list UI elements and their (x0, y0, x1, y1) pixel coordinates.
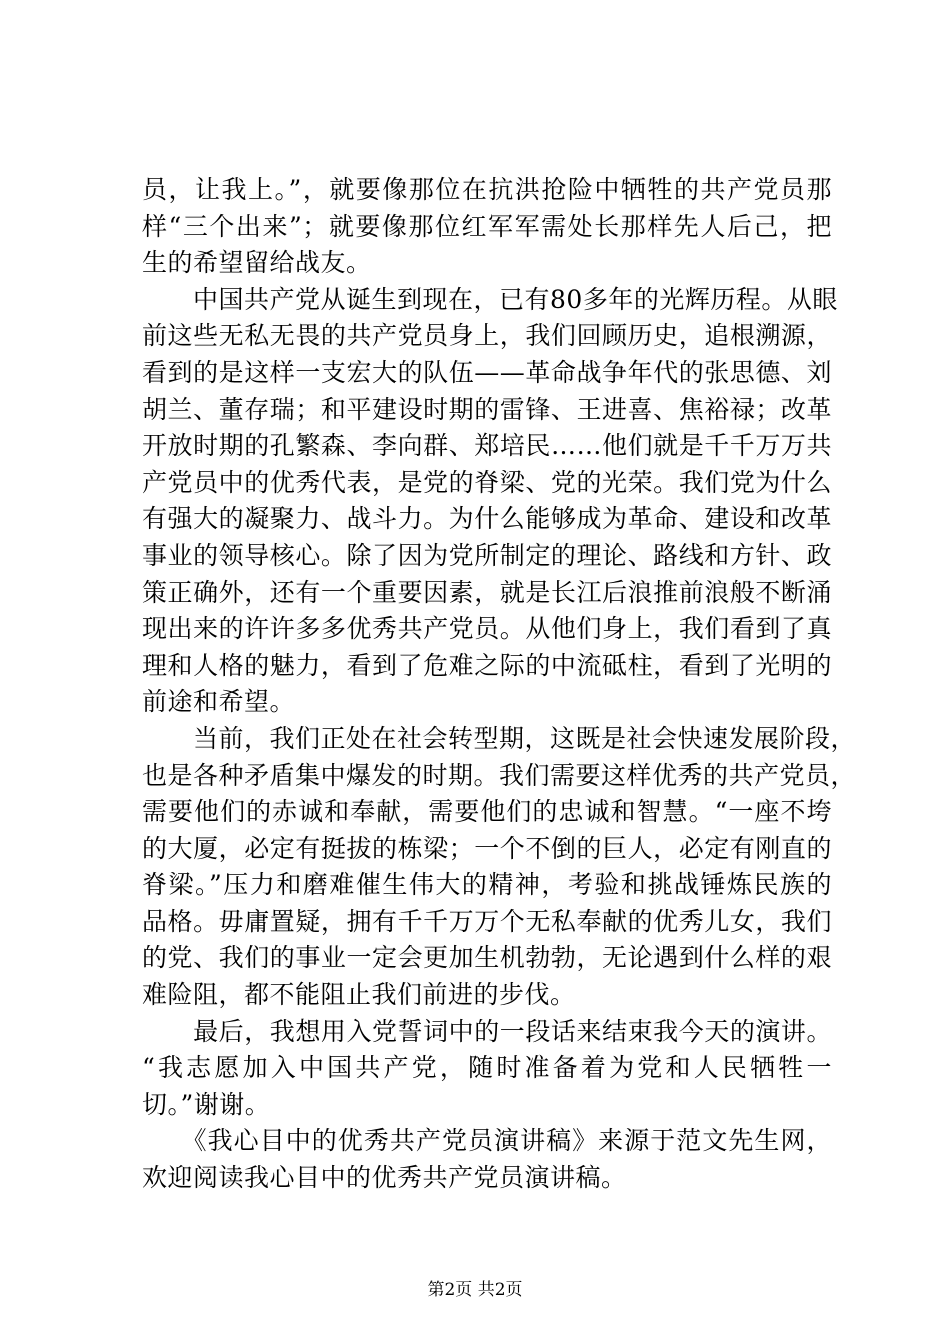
body-text (142, 172, 857, 1197)
text-line: 前途和希望。 (142, 687, 296, 717)
text-line: 欢迎阅读我心目中的优秀共产党员演讲稿。 (142, 1163, 627, 1193)
text-line: 样“三个出来”；就要像那位红军军需处长那样先人后己，把 (142, 211, 832, 241)
text-line: 最后，我想用入党誓词中的一段话来结束我今天的演讲。 (142, 1016, 832, 1046)
page-footer: 第2页 共2页 (427, 1280, 523, 1300)
text-line: 切。”谢谢。 (142, 1089, 271, 1119)
text-line: 脊梁。”压力和磨难催生伟大的精神，考验和挑战锤炼民族的 (142, 870, 832, 900)
text-line: 品格。毋庸置疑，拥有千千万万个无私奉献的优秀儿女，我们 (142, 906, 832, 936)
text-line: 中国共产党从诞生到现在，已有80多年的光辉历程。从眼 (142, 284, 838, 314)
text-line: 看到的是这样一支宏大的队伍——革命战争年代的张思德、刘 (142, 357, 832, 387)
text-line: 难险阻，都不能阻止我们前进的步伐。 (142, 980, 576, 1010)
text-line: 的大厦，必定有挺拔的栋梁；一个不倒的巨人，必定有刚直的 (142, 833, 832, 863)
text-line: 前这些无私无畏的共产党员身上，我们回顾历史，追根溯源， (142, 321, 832, 351)
text-line: 现出来的许许多多优秀共产党员。从他们身上，我们看到了真 (142, 614, 832, 644)
text-line: 胡兰、董存瑞；和平建设时期的雷锋、王进喜、焦裕禄；改革 (142, 394, 832, 424)
text-line: 事业的领导核心。除了因为党所制定的理论、路线和方针、政 (142, 540, 832, 570)
text-line: 策正确外，还有一个重要因素，就是长江后浪推前浪般不断涌 (142, 577, 832, 607)
text-line: 需要他们的赤诚和奉献，需要他们的忠诚和智慧。“一座不垮 (142, 797, 832, 827)
text-line: 生的希望留给战友。 (142, 248, 372, 278)
text-line: “我志愿加入中国共产党，随时准备着为党和人民牺牲一 (142, 1053, 832, 1083)
text-line: 产党员中的优秀代表，是党的脊梁、党的光荣。我们党为什么 (142, 467, 832, 497)
text-line: 也是各种矛盾集中爆发的时期。我们需要这样优秀的共产党员， (142, 760, 857, 790)
text-line: 员，让我上。”，就要像那位在抗洪抢险中牺牲的共产党员那 (142, 175, 832, 204)
text-line: 的党、我们的事业一定会更加生机勃勃，无论遇到什么样的艰 (142, 943, 832, 973)
text-line: 当前，我们正处在社会转型期，这既是社会快速发展阶段， (142, 723, 857, 753)
text-line: 《我心目中的优秀共产党员演讲稿》来源于范文先生网， (142, 1126, 832, 1156)
text-line: 理和人格的魅力，看到了危难之际的中流砥柱，看到了光明的 (142, 650, 832, 680)
text-line: 有强大的凝聚力、战斗力。为什么能够成为革命、建设和改革 (142, 504, 832, 534)
text-line: 开放时期的孔繁森、李向群、郑培民……他们就是千千万万共 (142, 431, 832, 461)
